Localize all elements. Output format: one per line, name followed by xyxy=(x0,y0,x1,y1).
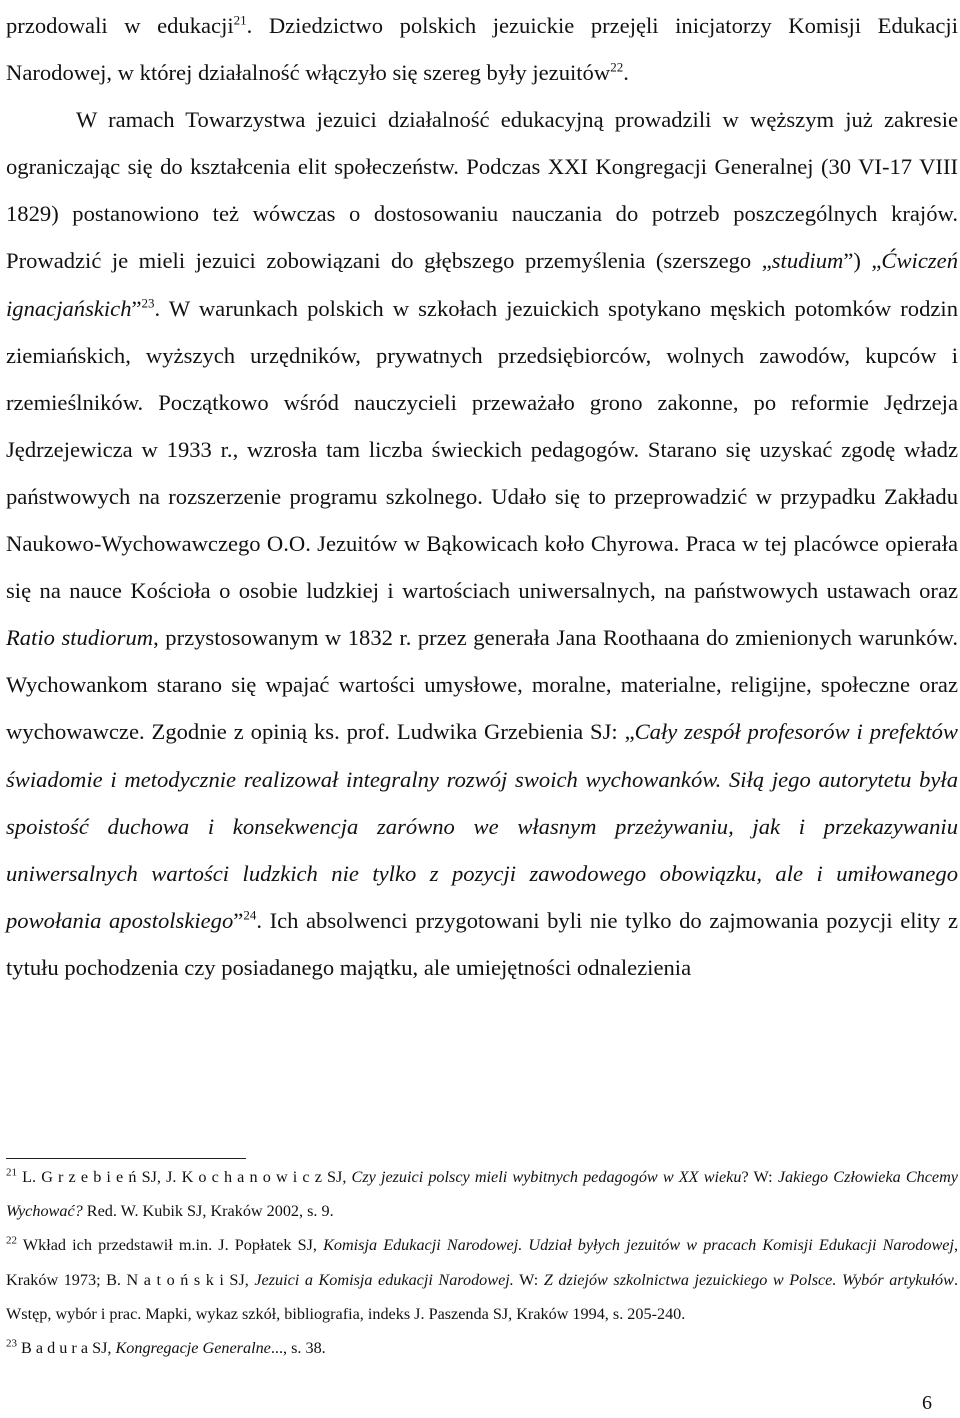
footnote-22 xyxy=(6,1228,958,1331)
text-italic: Z dziejów szkolnictwa jezuickiego w Polsce. Wybór artykułów xyxy=(543,1270,954,1289)
text-run: L. G r z e b i e ń SJ, J. K o c h a n o w i c z SJ, xyxy=(22,1168,352,1186)
text-run: . W warunkach polskich w szkołach jezuickich spotykano męskich potomków rodzin ziemiańskich, wyższych urzędników, prywatnych przedsiębiorców, wolnych zawodów, kupców i rzemieślników. Początkowo wśród nauczycieli przeważało grono zakonne, po reformie Jędrzeja Jędrzejewicza w 1933 r., wzrosła tam liczba świeckich pedagogów. Starano się uzyskać zgodę władz państwowych na rozszerzenie programu szkolnego. Udało się to przeprowadzić w przypadku Zakładu Naukowo-Wychowawczego O.O. Jezuitów w Bąkowicach koło Chyrowa. Praca w tej placówce opierała się na nauce Kościoła o osobie ludzkiej i wartościach uniwersalnych, na państwowych ustawach oraz xyxy=(6,295,958,604)
footnote-number: 21 xyxy=(6,1166,17,1179)
footnote-ref-23: 23 xyxy=(141,295,155,311)
text-italic: Ratio studiorum xyxy=(6,625,154,651)
text-run: . Dziedzictwo polskich jezuickie przejęli inicjatorzy Komisji Edukacji Narodowej, w której działalność włączyło się szereg były jezuitów xyxy=(6,13,958,86)
text-run: . Wstęp, wybór i prac. Mapki, wykaz szkół, bibliografia, indeks J. Paszenda SJ, Kraków 1994, s. 205-240. xyxy=(6,1270,958,1323)
text-run: ? W: xyxy=(741,1168,778,1186)
text-run: ”) „ xyxy=(843,248,882,274)
text-run: , przystosowanym w 1832 r. przez generała Jana Roothaana do zmienionych warunków. Wychowankom starano się wpajać wartości umysłowe, moralne, materialne, religijne, społeczne oraz wychowawcze. Zgodnie z opinią ks. prof. Ludwika Grzebienia SJ: „ xyxy=(6,625,958,745)
text-italic: Jezuici a Komisja edukacji Narodowej. xyxy=(254,1270,514,1289)
main-text xyxy=(6,2,958,991)
text-run: ” xyxy=(131,295,142,321)
text-italic: studium xyxy=(771,248,844,274)
text-run: ..., s. 38. xyxy=(270,1339,326,1358)
footnote-ref-24: 24 xyxy=(243,907,257,923)
footnote-23 xyxy=(6,1331,958,1365)
text-italic: Ćwiczeń ignacjańskich xyxy=(6,248,958,321)
footnote-ref-21: 21 xyxy=(233,12,247,28)
text-run: , Kraków 1973; B. N a t o ń s k i SJ, xyxy=(6,1236,958,1289)
text-run: W: xyxy=(513,1270,544,1289)
text-italic: Czy jezuici polscy mieli wybitnych pedagogów w XX wieku xyxy=(351,1168,742,1186)
paragraph-2 xyxy=(6,96,958,991)
footnote-ref-22: 22 xyxy=(610,59,624,75)
text-run: Wkład ich przedstawił m.in. J. Popłatek SJ, xyxy=(22,1236,324,1255)
text-run: Red. W. Kubik SJ, Kraków 2002, s. 9. xyxy=(82,1202,334,1221)
quote-italic: Cały zespół profesorów i prefektów świadomie i metodycznie realizował integralny rozwój swoich wychowanków. Siłą jego autorytetu była spoistość duchowa i konsekwencja zarówno we własnym przeżywaniu, jak i przekazywaniu uniwersalnych wartości ludzkich nie tylko z pozycji zawodowego obowiązku, ale i umiłowanego powołania apostolskiego xyxy=(6,719,958,933)
text-run: W ramach Towarzystwa jezuici działalność edukacyjną prowadzili w węższym już zakresie ograniczając się do kształcenia elit społeczeństw. Podczas XXI Kongregacji Generalnej (30 VI-17 VIII 1829) postanowiono też wówczas o dostosowaniu nauczania do potrzeb poszczególnych krajów. Prowadzić je mieli jezuici zobowiązani do głębszego przemyślenia (szerszego „ xyxy=(6,107,958,274)
footnotes xyxy=(6,1160,958,1365)
text-run: przodowali w edukacji xyxy=(6,13,234,38)
text-run: . Ich absolwenci przygotowani byli nie tylko do zajmowania pozycji elity z tytułu pochodzenia czy posiadanego majątku, ale umiejętności odnalezienia xyxy=(6,907,958,980)
text-run: B a d u r a SJ, xyxy=(21,1339,116,1358)
page-number: 6 xyxy=(922,1392,932,1414)
text-italic: Jakiego Człowieka Chcemy Wychować? xyxy=(6,1168,958,1221)
footnote-separator xyxy=(6,1158,246,1159)
footnote-number: 23 xyxy=(6,1337,17,1350)
paragraph-1 xyxy=(6,2,958,96)
footnote-number: 22 xyxy=(6,1235,17,1248)
text-italic: Komisja Edukacji Narodowej. Udział byłych jezuitów w pracach Komisji Edukacji Narodowej xyxy=(323,1236,954,1255)
text-run: . xyxy=(623,60,629,86)
footnote-21 xyxy=(6,1160,958,1228)
text-italic: Kongregacje Generalne xyxy=(115,1339,271,1358)
text-run: ” xyxy=(233,907,244,933)
